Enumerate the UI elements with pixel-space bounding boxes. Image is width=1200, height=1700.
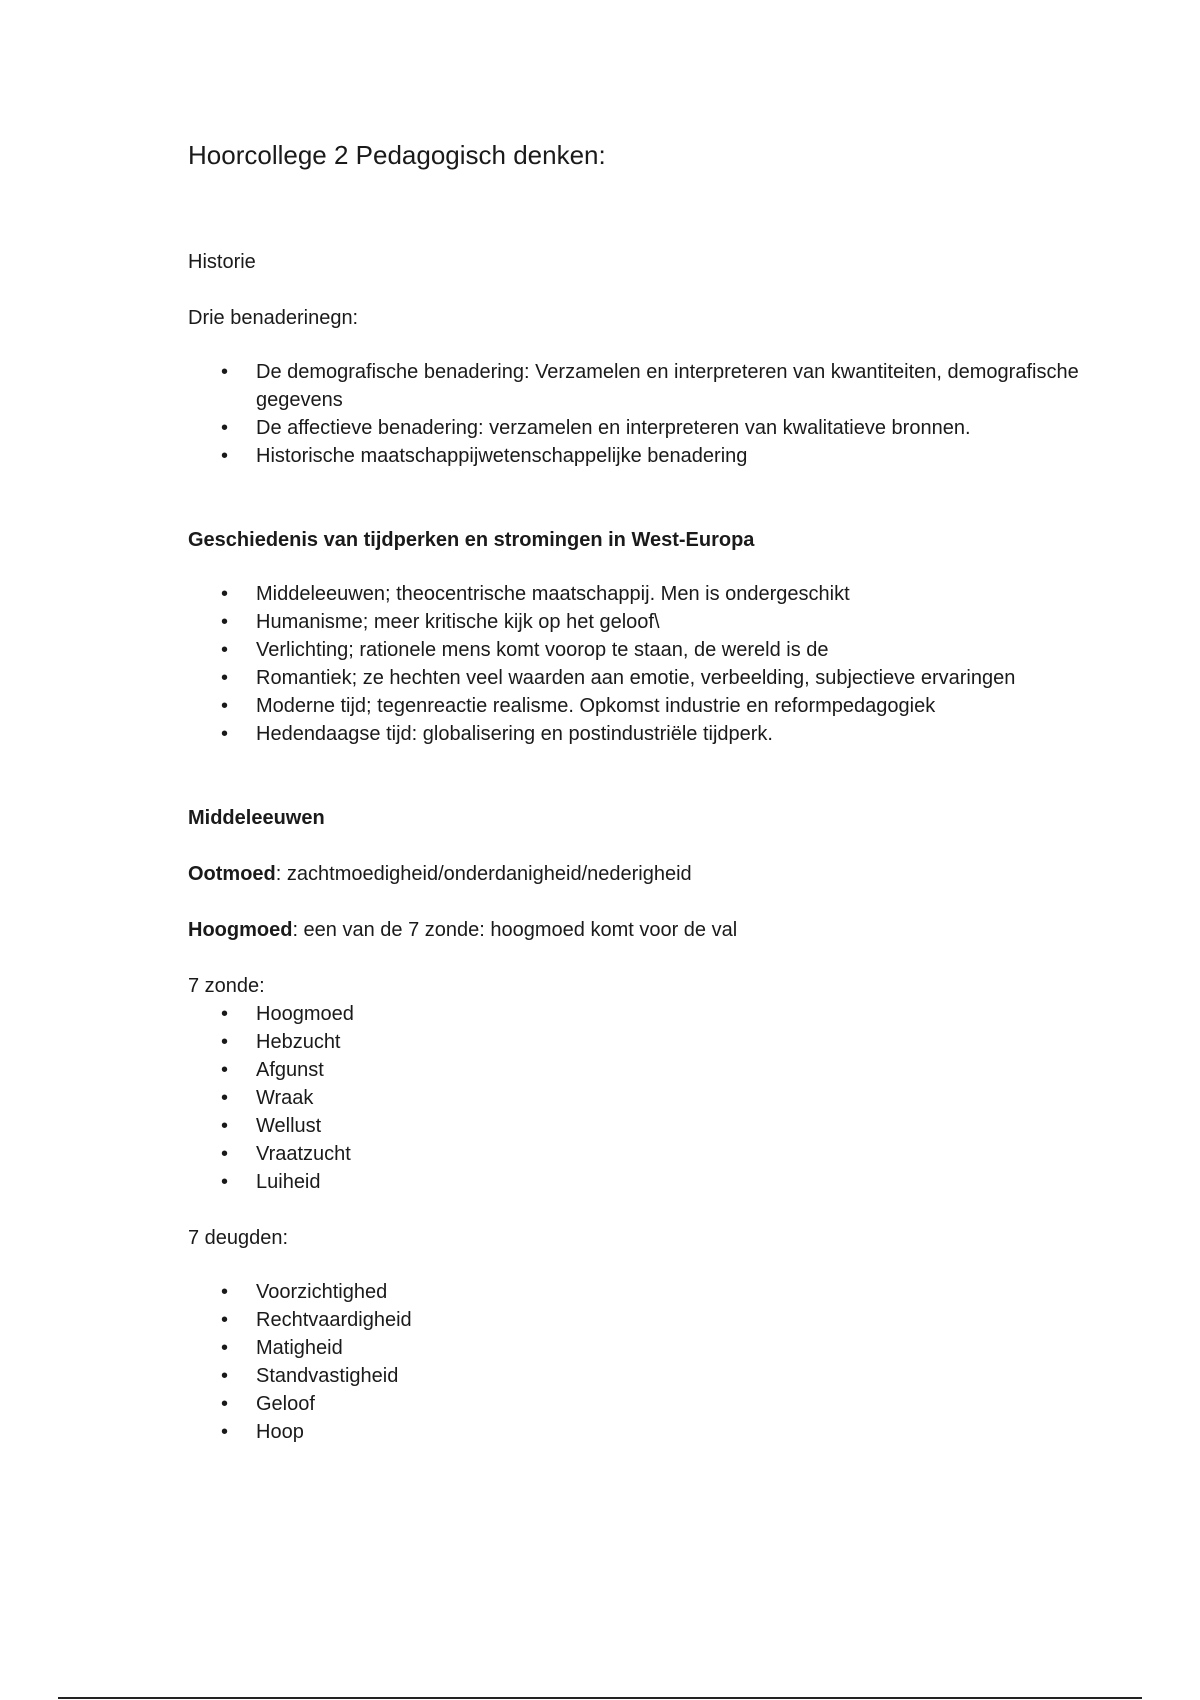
ootmoed-text: : zachtmoedigheid/onderdanigheid/nederigheid: [275, 863, 692, 885]
list-item: • Moderne tijd; tegenreactie realisme. Opkomst industrie en reformpedagogiek: [188, 692, 1088, 720]
bullet-icon: •: [221, 1087, 229, 1109]
geschiedenis-heading: Geschiedenis van tijdperken en stromingen in West-Europa: [188, 529, 755, 551]
list-item: • Middeleeuwen; theocentrische maatschappij. Men is ondergeschikt: [188, 580, 1088, 608]
bullet-icon: •: [221, 611, 229, 633]
bullet-icon: •: [221, 1337, 229, 1359]
list-item: • Luiheid: [188, 1168, 1088, 1196]
page-bottom-divider: [58, 1697, 1142, 1699]
bullet-icon: •: [221, 1171, 229, 1193]
document-title: Hoorcollege 2 Pedagogisch denken:: [188, 140, 606, 170]
hoogmoed-text: : een van de 7 zonde: hoogmoed komt voor de val: [292, 919, 738, 941]
geschiedenis-list: [188, 580, 1088, 748]
list-item: • Vraatzucht: [188, 1140, 1088, 1168]
bullet-icon: •: [221, 445, 229, 467]
bullet-icon: •: [221, 667, 229, 689]
list-item: • De demografische benadering: Verzamelen en interpreteren van kwantiteiten, demografische gegevens: [188, 358, 1088, 414]
section-historie: Historie: [188, 251, 256, 273]
list-item: • Hoop: [188, 1418, 1088, 1446]
list-item: • Matigheid: [188, 1334, 1088, 1362]
document-body: [188, 138, 1088, 1446]
list-item: • Voorzichtighed: [188, 1278, 1088, 1306]
zonde-label: 7 zonde:: [188, 975, 265, 997]
list-item: • De affectieve benadering: verzamelen en interpreteren van kwalitatieve bronnen.: [188, 414, 1088, 442]
bullet-icon: •: [221, 1421, 229, 1443]
middeleeuwen-heading: Middeleeuwen: [188, 807, 325, 829]
list-item: • Hoogmoed: [188, 1000, 1088, 1028]
bullet-icon: •: [221, 695, 229, 717]
bullet-icon: •: [221, 723, 229, 745]
benaderingen-list: [188, 358, 1088, 470]
zonde-list: [188, 1000, 1088, 1196]
list-item: • Standvastigheid: [188, 1362, 1088, 1390]
hoogmoed-line: [188, 916, 1088, 944]
bullet-icon: •: [221, 1143, 229, 1165]
bullet-icon: •: [221, 1115, 229, 1137]
bullet-icon: •: [221, 1059, 229, 1081]
bullet-icon: •: [221, 417, 229, 439]
bullet-icon: •: [221, 639, 229, 661]
bullet-icon: •: [221, 1003, 229, 1025]
bullet-icon: •: [221, 1393, 229, 1415]
ootmoed-line: [188, 860, 1088, 888]
list-item: • Verlichting; rationele mens komt voorop te staan, de wereld is de: [188, 636, 1088, 664]
list-item: • Geloof: [188, 1390, 1088, 1418]
list-item: • Humanisme; meer kritische kijk op het geloof\: [188, 608, 1088, 636]
deugden-label: 7 deugden:: [188, 1227, 289, 1249]
ootmoed-term: Ootmoed: [188, 863, 276, 885]
deugden-list: [188, 1278, 1088, 1446]
list-item: • Rechtvaardigheid: [188, 1306, 1088, 1334]
bullet-icon: •: [221, 1309, 229, 1331]
bullet-icon: •: [221, 1365, 229, 1387]
list-item: • Romantiek; ze hechten veel waarden aan emotie, verbeelding, subjectieve ervaringen: [188, 664, 1088, 692]
list-item: • Wellust: [188, 1112, 1088, 1140]
bullet-icon: •: [221, 583, 229, 605]
list-item: • Wraak: [188, 1084, 1088, 1112]
list-item: • Historische maatschappijwetenschappelijke benadering: [188, 442, 1088, 470]
bullet-icon: •: [221, 1031, 229, 1053]
bullet-icon: •: [221, 361, 229, 383]
hoogmoed-term: Hoogmoed: [188, 919, 293, 941]
list-item: • Afgunst: [188, 1056, 1088, 1084]
benaderingen-label: Drie benaderinegn:: [188, 307, 359, 329]
list-item: • Hebzucht: [188, 1028, 1088, 1056]
bullet-icon: •: [221, 1281, 229, 1303]
list-item: • Hedendaagse tijd: globalisering en postindustriële tijdperk.: [188, 720, 1088, 748]
